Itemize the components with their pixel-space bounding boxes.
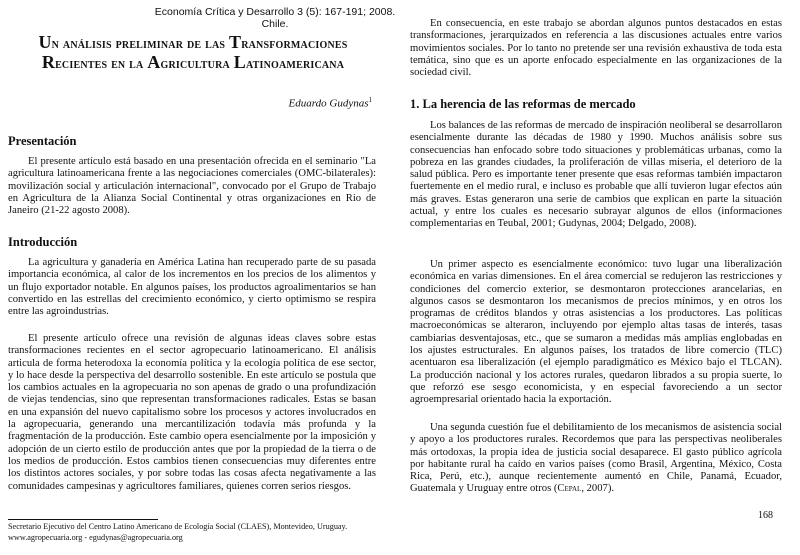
author-footnote-mark: 1	[368, 96, 372, 104]
heading-herencia: 1. La herencia de las reformas de mercado	[410, 97, 636, 111]
paragraph-herencia-3: Una segunda cuestión fue el debilitamiento de los mecanismos de asistencia social y apoyo a los productores rurales. Recordemos que para las perspectivas neoliberales más ortodoxas, la propia idea de justicia social desaparece. El gasto público agrícola por habitante rural ha caído en varios países (como Brasil, Argentina, México, Costa Rica, Perú, etc.), aunque recientemente aumentó en Chile, Panamá, Ecuador, Guatemala y Uruguay entre otros (Cepal, 2007).	[410, 422, 782, 495]
footnote	[8, 522, 408, 543]
paragraph-consecuencia: En consecuencia, en este trabajo se abordan algunos puntos destacados en estas transformaciones, jerarquizados en referencia a las discusiones actuales entre varios movimientos sociales. Por lo tanto no pretende ser una revisión exhaustiva de toda esta temática, sino que es un aporte enfocado especialmente en las organizaciones de la sociedad civil.	[410, 18, 782, 79]
title-line-1: Un análisis preliminar de las Transformaciones	[38, 32, 348, 52]
article-title	[8, 33, 378, 73]
footnote-divider	[8, 519, 158, 520]
footnote-contact: www.agropecuaria.org - egudynas@agropecuaria.org	[8, 532, 183, 542]
paragraph-introduccion-2: El presente artículo ofrece una revisión de algunas ideas claves sobre estas transformaciones recientes en el sector agropecuario latinoamericano. El análisis articula de forma heterodoxa la economía política y la ecología política de ese sector, y lo hace desde la perspectiva del desarrollo sostenible. En este artículo se postula que los cambios actuales en la agropecuaria no son apenas de grado o una profundización de viejas tendencias, sino que representan transformaciones radicales. Estas se basan en una expansión del nuevo capitalismo sobre los procesos y actores involucrados en la agropecuaria, generando una mercantilización todavía más profunda y la fragmentación de la producción. Este cambio opera esencialmente por la imposición y adopción de un cierto estilo de producción antes que por la propiedad de la tierra o de los medios de producción. Estos cambios tienen consecuencias muy diferentes entre los distintos actores sociales, y por sobre todas las cosas afecta negativamente a las comunidades campesinas y agricultores familiares, quienes corren serios riesgos.	[8, 333, 376, 492]
paragraph-herencia-2: Un primer aspecto es esencialmente económico: tuvo lugar una liberalización económica en varias dimensiones. En el área comercial se redujeron las restricciones y condiciones del comercio exterior, se desmontaron protecciones arancelarias, en algunos casos se desmontaron los mecanismos de precios mínimos, y en otros los programas de créditos blandos y otras asistencias a los productores. Las políticas macroeconómicas se alteraron, incluyendo por ejemplo altas tasas de interés, tasas cambiarias desventajosas, etc., que se sumaron a medidas más amplias englobadas en los ajustes estructurales. En algunos países, los tratados de libre comercio (TLC) acentuaron esa liberalización (el ejemplo paradigmático es México bajo el TLCAN). La producción nacional y los actores rurales, quedaron librados a su propia suerte, lo que reforzó ese sesgo economicista, y en especial favoreciendo a un sector agroempresarial orientado hacia la exportación.	[410, 259, 782, 406]
paragraph-presentacion: El presente artículo está basado en una presentación ofrecida en el seminario "La agricultura latinoamericana frente a las negociaciones comerciales (OMC-bilaterales): movilización social y articulación internacional", convocado por el Grupo de Trabajo en Agricultura de la Alianza Social Continental y otras organizaciones en Rio de Janeiro (21-22 agosto 2008).	[8, 156, 376, 217]
title-line-2: Recientes en la Agricultura Latinoamericana	[41, 52, 345, 72]
page-number: 168	[758, 510, 773, 521]
paragraph-introduccion-1: La agricultura y ganadería en América Latina han recuperado parte de su pasada importancia económica, al calor de los incrementos en los precios de los alimentos y un flujo exportador notable. En algunos países, los productos agroalimentarios se han convertido en las estrellas del crecimiento económico, y cierto optimismo se respira entre las agroindustrias.	[8, 257, 376, 318]
heading-introduccion: Introducción	[8, 235, 78, 249]
heading-presentacion: Presentación	[8, 134, 77, 148]
paragraph-herencia-1: Los balances de las reformas de mercado de inspiración neoliberal se desarrollaron esencialmente durante las décadas de 1980 y 1990. Muchos análisis sobre sus consecuencias han enfocado sobre todo situaciones y problemáticas urbanas, como la pobreza en las grandes ciudades, la proliferación de villas miseria, el deterioro de la salud pública. Pero es importante tener presente que esas reformas también impactaron fuertemente en el medio rural, e incluso es probable que allí tuvieron lugar efectos aún más graves. Estas generaron una serie de cambios que explican en parte la situación actual, y entre los cuales es necesario subrayar algunos de ellos (informaciones complementarias en Teubal, 2001; Gudynas, 2004; Delgado, 2008).	[410, 120, 782, 230]
footnote-affiliation: Secretario Ejecutivo del Centro Latino Americano de Ecología Social (CLAES), Montevideo, Uruguay.	[8, 522, 348, 531]
author-name: Eduardo Gudynas$^1$	[288, 96, 372, 110]
journal-header: Economía Crítica y Desarrollo 3 (5): 167-191; 2008. Chile.	[154, 6, 396, 30]
citation-cepal: Cepal	[557, 483, 582, 495]
